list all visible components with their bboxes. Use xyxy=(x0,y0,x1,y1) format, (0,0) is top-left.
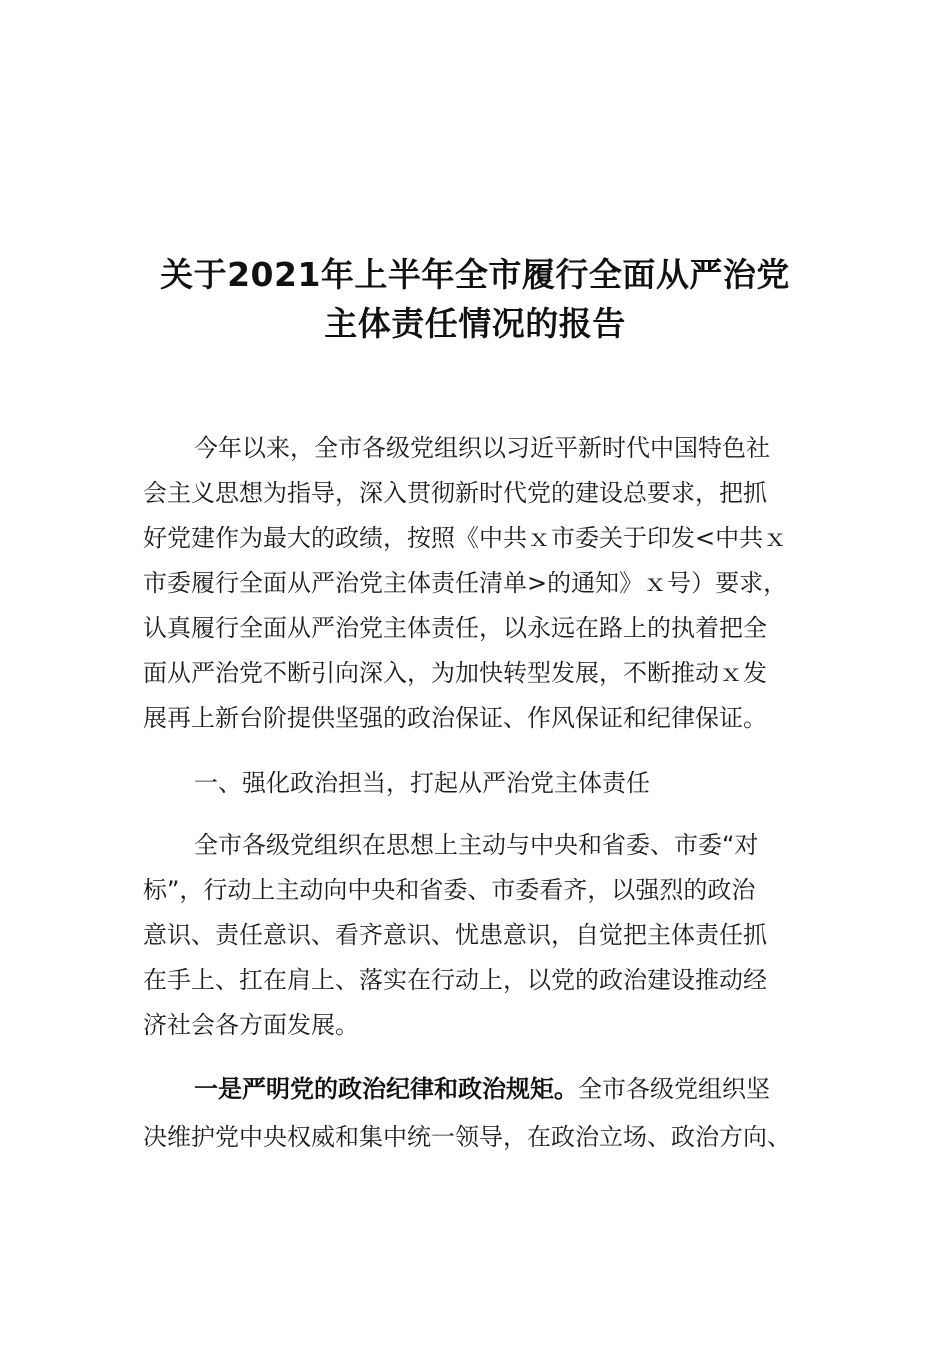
paragraph-2-line-2: 标”，行动上主动向中央和省委、市委看齐，以强烈的政治 xyxy=(143,876,756,904)
paragraph-1-line-3: 好党建作为最大的政绩，按照《中共ｘ市委关于印发<中共ｘ xyxy=(143,524,788,552)
paragraph-2-line-1: 全市各级党组织在思想上主动与中央和省委、市委“对 xyxy=(194,831,759,859)
paragraph-3-line-1-rest: 全市各级党组织坚 xyxy=(578,1075,770,1103)
document-title-line-1: 关于2021年上半年全市履行全面从严治党 xyxy=(160,255,790,294)
paragraph-1-line-1: 今年以来，全市各级党组织以习近平新时代中国特色社 xyxy=(194,434,770,462)
paragraph-1-line-5: 认真履行全面从严治党主体责任，以永远在路上的执着把全 xyxy=(143,614,767,642)
paragraph-1-line-2: 会主义思想为指导，深入贯彻新时代党的建设总要求，把抓 xyxy=(143,479,767,507)
paragraph-1-line-4: 市委履行全面从严治党主体责任清单>的通知》ｘ号）要求， xyxy=(143,569,788,597)
section-heading-1: 一、强化政治担当，打起从严治党主体责任 xyxy=(194,769,650,797)
paragraph-3-line-2: 决维护党中央权威和集中统一领导，在政治立场、政治方向、 xyxy=(143,1123,791,1151)
paragraph-3-bold-lead: 一是严明党的政治纪律和政治规矩。 xyxy=(194,1075,578,1103)
paragraph-2-line-3: 意识、责任意识、看齐意识、忧患意识，自觉把主体责任抓 xyxy=(143,921,767,949)
paragraph-1-line-6: 面从严治党不断引向深入，为加快转型发展，不断推动ｘ发 xyxy=(143,659,767,687)
paragraph-3-line-1 xyxy=(194,1074,894,1104)
paragraph-2-line-5: 济社会各方面发展。 xyxy=(143,1011,359,1039)
document-title-line-2: 主体责任情况的报告 xyxy=(324,304,626,343)
paragraph-1-line-7: 展再上新台阶提供坚强的政治保证、作风保证和纪律保证。 xyxy=(143,704,767,732)
paragraph-2-line-4: 在手上、扛在肩上、落实在行动上，以党的政治建设推动经 xyxy=(143,966,767,994)
